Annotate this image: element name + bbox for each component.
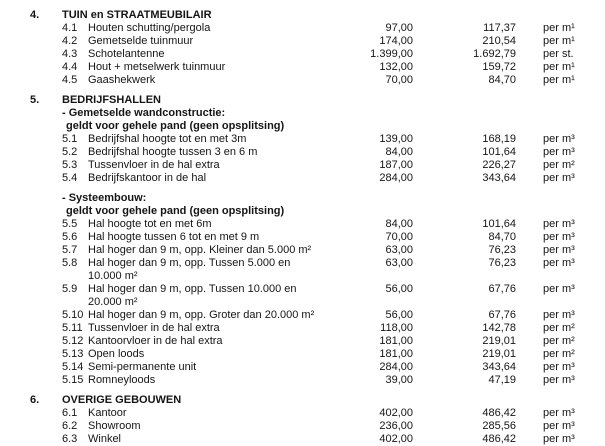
- row-code: 5.9: [62, 283, 78, 295]
- row-code: 5.1: [62, 133, 78, 145]
- section-header-row: [30, 94, 605, 107]
- table-row: [30, 361, 605, 374]
- row-label: Hal hoogte tussen 6 tot en met 9 m: [88, 231, 260, 243]
- row-code: 5.13: [62, 348, 84, 360]
- group-subheading: geldt voor gehele pand (geen opsplitsing): [66, 205, 285, 217]
- row-code: 5.10: [62, 309, 84, 321]
- row-price-incl: 67,76: [488, 309, 516, 321]
- table-row: [30, 61, 605, 74]
- row-price-excl: 284,00: [379, 361, 413, 373]
- table-row: [30, 283, 605, 309]
- row-price-excl: 181,00: [379, 335, 413, 347]
- section-title: TUIN en STRAATMEUBILAIR: [62, 9, 212, 21]
- table-row: [30, 48, 605, 61]
- row-price-excl: 70,00: [385, 74, 413, 86]
- table-row: [30, 348, 605, 361]
- row-unit: per m³: [543, 218, 575, 230]
- row-code: 5.7: [62, 244, 78, 256]
- row-label: Hout + metselwerk tuinmuur: [88, 61, 226, 73]
- group-subheading-row: [30, 120, 605, 133]
- table-row: [30, 335, 605, 348]
- row-unit: per m³: [543, 309, 575, 321]
- row-price-incl: 343,64: [482, 172, 516, 184]
- row-code: 5.8: [62, 257, 78, 269]
- row-code: 5.4: [62, 172, 78, 184]
- row-code: 5.3: [62, 159, 78, 171]
- row-code: 4.2: [62, 35, 78, 47]
- row-price-incl: 1.692,79: [473, 48, 516, 60]
- row-label: Gaashekwerk: [88, 74, 156, 86]
- row-code: 4.5: [62, 74, 78, 86]
- row-price-incl: 285,56: [482, 420, 516, 432]
- row-code: 5.12: [62, 335, 84, 347]
- tariff-section: [30, 9, 605, 87]
- tariff-section: [30, 94, 605, 387]
- row-price-excl: 84,00: [385, 218, 413, 230]
- group-subheading: geldt voor gehele pand (geen opsplitsing): [66, 120, 285, 132]
- tariff-group: [30, 22, 605, 87]
- row-unit: per m²: [543, 335, 575, 347]
- row-price-excl: 1.399,00: [370, 48, 413, 60]
- row-label: Hal hoger dan 9 m, opp. Groter dan 20.000 m²: [88, 309, 315, 321]
- section-header-row: [30, 394, 605, 407]
- row-label: Hal hoger dan 9 m, opp. Kleiner dan 5.000 m²: [88, 244, 312, 256]
- row-price-excl: 39,00: [385, 374, 413, 386]
- row-price-excl: 181,00: [379, 348, 413, 360]
- row-price-excl: 63,00: [385, 257, 413, 269]
- tariff-group: [30, 107, 605, 185]
- row-unit: per m³: [543, 420, 575, 432]
- table-row: [30, 407, 605, 420]
- table-row: [30, 309, 605, 322]
- row-label: Tussenvloer in de hal extra: [88, 159, 220, 171]
- row-price-incl: 84,70: [488, 231, 516, 243]
- row-price-excl: 284,00: [379, 172, 413, 184]
- row-label: Showroom: [88, 420, 141, 432]
- row-price-excl: 402,00: [379, 433, 413, 445]
- row-price-excl: 236,00: [379, 420, 413, 432]
- row-price-excl: 118,00: [380, 322, 413, 334]
- row-unit: per m³: [543, 231, 575, 243]
- row-label: Semi-permanente unit: [88, 361, 197, 373]
- row-label: Kantoorvloer in de hal extra: [88, 335, 223, 347]
- row-price-excl: 402,00: [379, 407, 413, 419]
- row-price-excl: 97,00: [385, 22, 413, 34]
- row-price-incl: 101,64: [482, 218, 516, 230]
- row-unit: per m³: [543, 407, 575, 419]
- row-unit: per m³: [543, 172, 575, 184]
- row-price-incl: 142,78: [482, 322, 516, 334]
- row-unit: per st.: [543, 48, 574, 60]
- row-price-incl: 168,19: [482, 133, 516, 145]
- row-code: 5.2: [62, 146, 78, 158]
- row-price-excl: 139,00: [379, 133, 413, 145]
- row-code: 4.3: [62, 48, 78, 60]
- row-price-incl: 219,01: [482, 348, 516, 360]
- row-unit: per m¹: [543, 74, 575, 86]
- section-number: 4.: [30, 9, 40, 21]
- row-code: 6.3: [62, 433, 78, 445]
- group-heading-row: [30, 107, 605, 120]
- table-row: [30, 231, 605, 244]
- row-code: 4.1: [62, 22, 78, 34]
- row-label: Hal hoogte tot en met 6m: [88, 218, 212, 230]
- row-label: Winkel: [88, 433, 122, 445]
- tariff-group: [30, 192, 605, 387]
- row-code: 5.14: [62, 361, 84, 373]
- row-price-excl: 70,00: [385, 231, 413, 243]
- row-label: Bedrijfshal hoogte tussen 3 en 6 m: [88, 146, 258, 158]
- table-row: [30, 244, 605, 257]
- tariff-section: [30, 394, 605, 446]
- row-price-excl: 56,00: [385, 283, 413, 295]
- row-code: 6.1: [62, 407, 78, 419]
- row-unit: per m³: [543, 361, 575, 373]
- row-price-incl: 101,64: [482, 146, 516, 158]
- row-code: 5.6: [62, 231, 78, 243]
- row-label: Romneyloods: [88, 374, 156, 386]
- row-code: 5.15: [62, 374, 84, 386]
- row-price-incl: 486,42: [482, 407, 516, 419]
- row-label: Hal hoger dan 9 m, opp. Tussen 5.000 en 10.000 m²: [88, 257, 291, 282]
- row-price-incl: 84,70: [488, 74, 516, 86]
- table-row: [30, 22, 605, 35]
- row-price-incl: 486,42: [482, 433, 516, 445]
- row-label: Tussenvloer in de hal extra: [88, 322, 220, 334]
- table-row: [30, 420, 605, 433]
- row-label: Bedrijfshal hoogte tot en met 3m: [88, 133, 247, 145]
- group-heading: - Systeembouw:: [62, 192, 147, 204]
- row-price-excl: 132,00: [379, 61, 413, 73]
- row-unit: per m³: [543, 433, 575, 445]
- row-price-incl: 47,19: [488, 374, 516, 386]
- row-unit: per m²: [543, 159, 575, 171]
- row-price-excl: 174,00: [379, 35, 413, 47]
- row-price-incl: 210,54: [482, 35, 516, 47]
- row-label: Houten schutting/pergola: [88, 22, 211, 34]
- row-unit: per m³: [543, 133, 575, 145]
- row-label: Schotelantenne: [88, 48, 165, 60]
- table-row: [30, 322, 605, 335]
- row-unit: per m²: [543, 348, 575, 360]
- section-number: 5.: [30, 94, 40, 106]
- section-number: 6.: [30, 394, 40, 406]
- table-row: [30, 74, 605, 87]
- row-price-excl: 56,00: [385, 309, 413, 321]
- row-label: Bedrijfskantoor in de hal: [88, 172, 207, 184]
- row-unit: per m¹: [543, 61, 575, 73]
- table-row: [30, 35, 605, 48]
- row-unit: per m³: [543, 257, 575, 269]
- table-row: [30, 159, 605, 172]
- row-price-excl: 63,00: [385, 244, 413, 256]
- row-price-incl: 159,72: [482, 61, 516, 73]
- row-label: Gemetselde tuinmuur: [88, 35, 194, 47]
- row-unit: per m³: [543, 146, 575, 158]
- row-unit: per m³: [543, 374, 575, 386]
- row-unit: per m¹: [543, 35, 575, 47]
- table-row: [30, 146, 605, 159]
- row-price-incl: 76,23: [488, 257, 516, 269]
- row-price-incl: 67,76: [488, 283, 516, 295]
- row-price-incl: 219,01: [482, 335, 516, 347]
- row-code: 5.5: [62, 218, 78, 230]
- row-code: 5.11: [62, 322, 83, 334]
- row-label: Hal hoger dan 9 m, opp. Tussen 10.000 en 20.000 m²: [88, 283, 297, 308]
- table-row: [30, 433, 605, 446]
- row-unit: per m²: [543, 322, 575, 334]
- row-unit: per m¹: [543, 22, 575, 34]
- row-price-incl: 76,23: [488, 244, 516, 256]
- row-label: Kantoor: [88, 407, 127, 419]
- row-price-incl: 226,27: [482, 159, 516, 171]
- row-price-excl: 84,00: [385, 146, 413, 158]
- row-unit: per m³: [543, 244, 575, 256]
- row-price-excl: 187,00: [379, 159, 413, 171]
- group-subheading-row: [30, 205, 605, 218]
- table-row: [30, 133, 605, 146]
- row-code: 4.4: [62, 61, 78, 73]
- group-heading-row: [30, 192, 605, 205]
- tariff-group: [30, 407, 605, 446]
- table-row: [30, 172, 605, 185]
- section-title: OVERIGE GEBOUWEN: [62, 394, 182, 406]
- row-label: Open loods: [88, 348, 145, 360]
- row-unit: per m³: [543, 283, 575, 295]
- table-row: [30, 257, 605, 283]
- group-heading: - Gemetselde wandconstructie:: [62, 107, 226, 119]
- section-title: BEDRIJFSHALLEN: [62, 94, 162, 106]
- table-row: [30, 218, 605, 231]
- section-header-row: [30, 9, 605, 22]
- row-price-incl: 343,64: [482, 361, 516, 373]
- row-price-incl: 117,37: [483, 22, 516, 34]
- table-row: [30, 374, 605, 387]
- row-code: 6.2: [62, 420, 78, 432]
